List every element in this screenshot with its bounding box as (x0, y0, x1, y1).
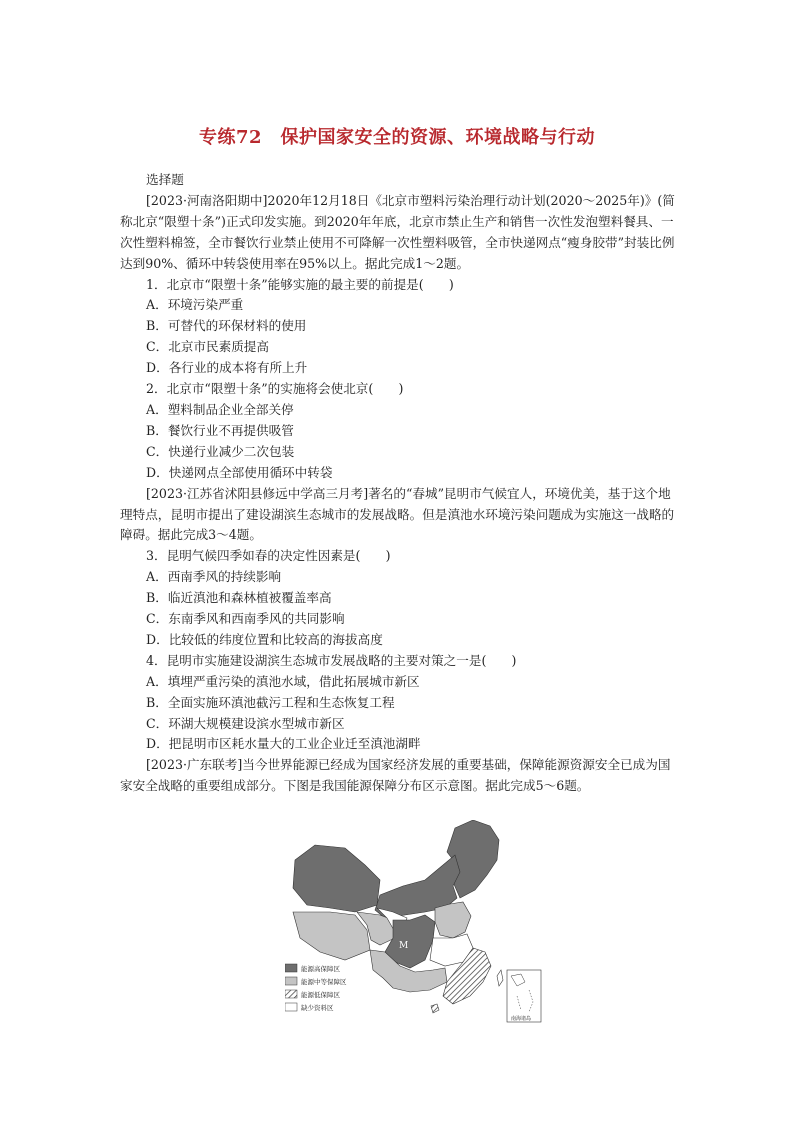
section-heading: 选择题 (146, 172, 184, 187)
map-legend (285, 964, 347, 1012)
legend-swatch-high (285, 964, 297, 972)
question-1-option-d: D．各行业的成本将有所上升 (146, 360, 308, 376)
question-1-option-a: A．环境污染严重 (146, 297, 244, 313)
region-xinjiang (293, 845, 380, 912)
legend-swatch-none (285, 1003, 297, 1011)
question-3-option-a: A．西南季风的持续影响 (146, 569, 282, 585)
question-4-option-a: A．填埋严重污染的滇池水域，借此拓展城市新区 (146, 673, 420, 689)
question-1-option-b: B．可替代的环保材料的使用 (146, 318, 307, 334)
legend-label-low: 能源低保障区 (301, 991, 340, 999)
question-3-stem: 3．昆明气候四季如春的决定性因素是( ) (146, 548, 391, 564)
map-marker-m: M (399, 941, 409, 951)
question-2-option-d: D．快递网点全部使用循环中转袋 (146, 464, 333, 480)
question-3-option-d: D．比较低的纬度位置和比较高的海拔高度 (146, 631, 383, 647)
question-1-option-c: C．北京市民素质提高 (146, 339, 269, 355)
question-4-stem: 4．昆明市实施建设湖滨生态城市发展战略的主要对策之一是( ) (146, 652, 517, 668)
legend-label-none: 缺少资料区 (301, 1004, 334, 1012)
china-map-svg (285, 820, 543, 1025)
question-3-option-b: B．临近滇池和森林植被覆盖率高 (146, 590, 332, 606)
question-2-option-b: B．餐饮行业不再提供吸管 (146, 422, 294, 438)
region-tibet (293, 912, 370, 960)
region-north-china (435, 902, 471, 938)
legend-swatch-low (285, 990, 297, 998)
legend-label-high: 能源高保障区 (301, 965, 340, 973)
south-china-sea-inset (507, 970, 541, 1022)
question-4-option-b: B．全面实施环滇池截污工程和生态恢复工程 (146, 694, 395, 710)
document-body (120, 170, 680, 797)
question-2-option-a: A．塑料制品企业全部关停 (146, 401, 294, 417)
question-4-option-d: D．把昆明市区耗水量大的工业企业迁至滇池湖畔 (146, 736, 421, 752)
legend-label-medium: 能源中等保障区 (301, 978, 347, 986)
question-3-option-c: C．东南季风和西南季风的共同影响 (146, 611, 345, 627)
passage-1: [2023·河南洛阳期中]2020年12月18日《北京市塑料污染治理行动计划(2020～2025年)》(简称北京“限塑十条”)正式印发实施。到2020年年底，北京市禁止生产和销售一次性发泡塑料餐具、一次性塑料棉签，全市餐饮行业禁止使用不可降解一次性塑料吸管，全市快递网点“瘦身胶带”封装比例达到90%、循环中转袋使用率在95%以上。据此完成1～2题。 (120, 192, 675, 271)
region-taiwan (497, 970, 503, 986)
question-2-stem: 2．北京市“限塑十条”的实施将会使北京( ) (146, 381, 404, 397)
passage-2: [2023·江苏省沭阳县修远中学高三月考]著名的“春城”昆明市气候宜人，环境优美，基于这个地理特点，昆明市提出了建设湖滨生态城市的发展战略。但是滇池水环境污染问题成为实施这一战略的障碍。据此完成3～4题。 (120, 485, 675, 543)
question-1-stem: 1．北京市“限塑十条”能够实施的最主要的前提是( ) (146, 276, 454, 292)
energy-security-map (285, 820, 543, 1025)
region-hainan (431, 1004, 439, 1013)
passage-3: [2023·广东联考]当今世界能源已经成为国家经济发展的重要基础，保障能源资源安全已成为国家安全战略的重要组成部分。下图是我国能源保障分布区示意图。据此完成5～6题。 (120, 757, 671, 794)
question-4-option-c: C．环湖大规模建设滨水型城市新区 (146, 715, 345, 731)
page-title: 专练72 保护国家安全的资源、环境战略与行动 (198, 127, 596, 148)
legend-swatch-medium (285, 977, 297, 985)
question-2-option-c: C．快递行业减少二次包装 (146, 443, 295, 459)
inset-label: 南海诸岛 (511, 1016, 532, 1022)
